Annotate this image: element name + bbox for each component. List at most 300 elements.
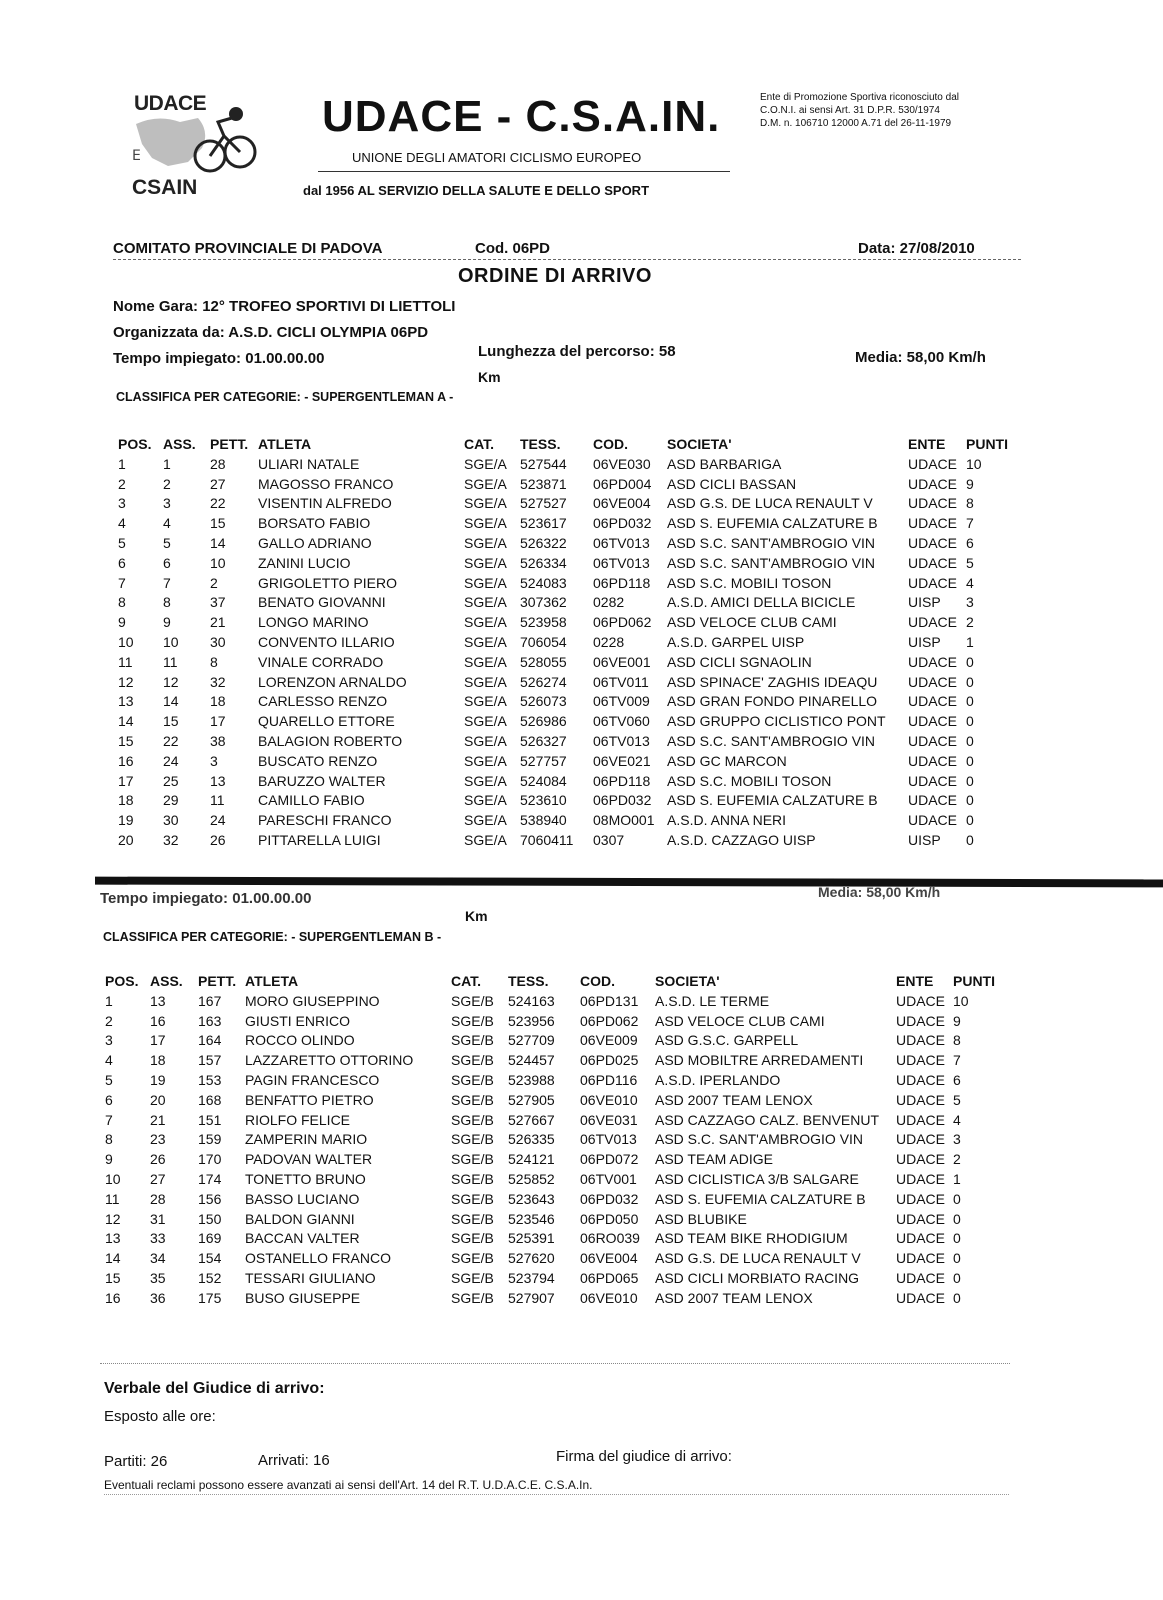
col-pos: 14 [118, 713, 134, 730]
col-tess: 525852 [508, 1170, 555, 1187]
col-atleta: VISENTIN ALFREDO [258, 495, 392, 512]
col-tess: 527757 [520, 752, 567, 769]
col-atleta: BUSCATO RENZO [258, 752, 378, 769]
esposto-label: Esposto alle ore: [104, 1408, 216, 1425]
col-cat: SGE/B [451, 1170, 494, 1187]
table-row [0, 713, 1163, 733]
col-pett-header: PETT. [198, 973, 237, 989]
col-atleta: BACCAN VALTER [245, 1230, 360, 1247]
col-pett: 15 [210, 515, 226, 532]
col-pos-header: POS. [118, 436, 152, 452]
col-societa: A.S.D. CAZZAGO UISP [667, 831, 816, 848]
col-ass: 4 [163, 515, 171, 532]
col-atleta: BARUZZO WALTER [258, 772, 386, 789]
col-pos: 16 [105, 1289, 121, 1306]
col-atleta: GRIGOLETTO PIERO [258, 574, 397, 591]
col-ente: UDACE [908, 495, 958, 512]
logo-text-bottom: CSAIN [132, 176, 198, 199]
col-pett: 2 [210, 574, 218, 591]
col-cat: SGE/A [464, 455, 507, 472]
col-pett: 13 [210, 772, 226, 789]
results-table-a [0, 436, 1163, 852]
col-punti: 2 [953, 1151, 961, 1168]
col-punti: 9 [966, 475, 974, 492]
col-ente: UISP [908, 633, 941, 650]
col-pett: 27 [210, 475, 226, 492]
col-atleta: PAGIN FRANCESCO [245, 1071, 380, 1088]
col-societa: ASD S. EUFEMIA CALZATURE B [667, 792, 878, 809]
col-atleta: LONGO MARINO [258, 614, 369, 631]
col-cod: 06TV001 [580, 1170, 637, 1187]
col-ass: 16 [150, 1012, 166, 1029]
col-punti: 5 [953, 1091, 961, 1108]
col-punti: 4 [966, 574, 974, 591]
col-societa: ASD VELOCE CLUB CAMI [655, 1012, 825, 1029]
col-tess: 527620 [508, 1250, 555, 1267]
table-row [0, 535, 1163, 555]
col-cat: SGE/B [451, 1111, 494, 1128]
col-cod: 06TV013 [593, 732, 650, 749]
col-pos: 20 [118, 831, 134, 848]
col-punti: 6 [966, 534, 974, 551]
col-tess: 526073 [520, 693, 567, 710]
col-societa: ASD SPINACE' ZAGHIS IDEAQU [667, 673, 878, 690]
col-tess: 523643 [508, 1190, 555, 1207]
col-ass: 8 [163, 594, 171, 611]
col-punti: 3 [966, 594, 974, 611]
col-pos: 5 [105, 1071, 113, 1088]
col-cat: SGE/A [464, 554, 507, 571]
col-punti: 0 [953, 1190, 961, 1207]
col-pett: 30 [210, 633, 226, 650]
table-row [0, 575, 1163, 595]
col-punti: 8 [966, 495, 974, 512]
col-ente: UDACE [908, 515, 958, 532]
footer-rule [104, 1494, 1009, 1495]
col-societa: ASD GRUPPO CICLISTICO PONT [667, 713, 886, 730]
col-cod: 0228 [593, 633, 625, 650]
col-ente: UDACE [908, 554, 958, 571]
col-cod: 06TV013 [593, 534, 650, 551]
table-row [0, 1131, 1163, 1151]
table-row [0, 792, 1163, 812]
col-punti-header: PUNTI [953, 973, 995, 989]
col-societa: ASD 2007 TEAM LENOX [655, 1091, 813, 1108]
verbale-label: Verbale del Giudice di arrivo: [104, 1380, 325, 1397]
table-row [0, 456, 1163, 476]
col-societa: A.S.D. LE TERME [655, 992, 770, 1009]
col-pett: 157 [198, 1052, 222, 1069]
results-table-b [0, 973, 1163, 1310]
table-row [0, 753, 1163, 773]
col-cat: SGE/A [464, 515, 507, 532]
col-cod: 06PD116 [580, 1071, 638, 1088]
col-ente: UDACE [896, 992, 946, 1009]
col-societa: ASD CICLI SGNAOLIN [667, 653, 812, 670]
col-ente: UDACE [896, 1091, 946, 1108]
col-cod: 06PD032 [593, 515, 652, 532]
col-ass: 34 [150, 1250, 166, 1267]
col-ente: UDACE [896, 1052, 946, 1069]
col-societa: ASD G.S.C. GARPELL [655, 1032, 799, 1049]
col-atleta: BUSO GIUSEPPE [245, 1289, 361, 1306]
table-row [0, 773, 1163, 793]
col-ass: 5 [163, 534, 171, 551]
col-atleta: BASSO LUCIANO [245, 1190, 360, 1207]
col-ente: UDACE [908, 772, 958, 789]
col-cat: SGE/B [451, 1289, 494, 1306]
col-ente: UISP [908, 831, 941, 848]
col-ente: UDACE [896, 1111, 946, 1128]
col-tess: 526322 [520, 534, 567, 551]
nome-gara: Nome Gara: 12° TROFEO SPORTIVI DI LIETTOLI [113, 298, 456, 315]
col-pett: 24 [210, 812, 226, 829]
col-atleta: BENATO GIOVANNI [258, 594, 386, 611]
col-tess: 523988 [508, 1071, 555, 1088]
arrivati-count: Arrivati: 16 [258, 1452, 330, 1469]
col-cat: SGE/A [464, 475, 507, 492]
col-pos: 7 [118, 574, 126, 591]
col-cod: 06VE031 [580, 1111, 638, 1128]
col-tess-header: TESS. [520, 436, 561, 452]
col-tess: 526327 [520, 732, 567, 749]
col-tess: 524457 [508, 1052, 555, 1069]
table-row [0, 1270, 1163, 1290]
col-pett: 164 [198, 1032, 222, 1049]
col-cat: SGE/A [464, 772, 507, 789]
col-cat: SGE/B [451, 992, 494, 1009]
table-row [0, 654, 1163, 674]
col-cod-header: COD. [580, 973, 615, 989]
col-punti: 0 [966, 772, 974, 789]
col-pos: 11 [118, 653, 133, 670]
col-punti: 0 [966, 713, 974, 730]
col-cat: SGE/A [464, 713, 507, 730]
col-societa: ASD VELOCE CLUB CAMI [667, 614, 837, 631]
col-cod: 06PD065 [580, 1269, 639, 1286]
col-punti: 3 [953, 1131, 961, 1148]
col-ente: UDACE [896, 1071, 946, 1088]
col-tess: 307362 [520, 594, 567, 611]
col-punti: 0 [966, 752, 974, 769]
page-title: ORDINE DI ARRIVO [458, 265, 652, 287]
table-row [0, 1092, 1163, 1112]
col-pett: 153 [198, 1071, 222, 1088]
table-row [0, 733, 1163, 753]
col-punti: 0 [953, 1230, 961, 1247]
col-pett: 159 [198, 1131, 222, 1148]
col-ass: 13 [150, 992, 166, 1009]
col-punti: 6 [953, 1071, 961, 1088]
col-cod: 06TV013 [580, 1131, 637, 1148]
col-pos: 9 [118, 614, 126, 631]
col-pos-header: POS. [105, 973, 139, 989]
col-cod: 06VE001 [593, 653, 651, 670]
col-punti: 0 [966, 792, 974, 809]
reclami-note: Eventuali reclami possono essere avanzati ai sensi dell'Art. 14 del R.T. U.D.A.C.E. C.S.A.In. [104, 1478, 593, 1492]
col-pett: 18 [210, 693, 226, 710]
col-pett: 21 [210, 614, 226, 631]
col-tess: 7060411 [520, 831, 574, 848]
col-atleta: ULIARI NATALE [258, 455, 360, 472]
col-pett: 163 [198, 1012, 222, 1029]
col-societa: ASD CICLI MORBIATO RACING [655, 1269, 860, 1286]
col-pett: 3 [210, 752, 218, 769]
col-ente: UISP [908, 594, 941, 611]
col-pos: 14 [105, 1250, 121, 1267]
table-header [0, 436, 1163, 456]
col-ente: UDACE [908, 693, 958, 710]
col-ente: UDACE [896, 1269, 946, 1286]
col-cat: SGE/A [464, 693, 507, 710]
col-pos: 3 [105, 1032, 113, 1049]
col-pett: 170 [198, 1151, 222, 1168]
col-societa-header: SOCIETA' [655, 973, 720, 989]
col-societa: ASD MOBILTRE ARREDAMENTI [655, 1052, 864, 1069]
col-punti: 0 [966, 673, 974, 690]
col-atleta: CAMILLO FABIO [258, 792, 365, 809]
col-punti: 0 [966, 831, 974, 848]
table-row [0, 993, 1163, 1013]
col-cat: SGE/B [451, 1071, 494, 1088]
organizzata-da: Organizzata da: A.S.D. CICLI OLYMPIA 06PD [113, 324, 429, 341]
col-pett: 17 [210, 713, 226, 730]
col-atleta: BALDON GIANNI [245, 1210, 355, 1227]
table-row [0, 1072, 1163, 1092]
table-row [0, 515, 1163, 535]
col-ass: 15 [163, 713, 179, 730]
table-row [0, 674, 1163, 694]
col-ass: 27 [150, 1170, 166, 1187]
col-cod: 06PD062 [593, 614, 652, 631]
brand-divider [318, 171, 730, 172]
col-atleta-header: ATLETA [258, 436, 312, 452]
col-societa: ASD TEAM ADIGE [655, 1151, 773, 1168]
col-punti: 0 [953, 1250, 961, 1267]
col-punti: 1 [953, 1170, 961, 1187]
col-ente: UDACE [908, 812, 958, 829]
col-punti: 7 [953, 1052, 961, 1069]
col-atleta: TESSARI GIULIANO [245, 1269, 376, 1286]
col-pos: 10 [118, 633, 134, 650]
col-pett: 151 [198, 1111, 222, 1128]
logo-text-top: UDACE [134, 92, 207, 115]
col-cat: SGE/A [464, 495, 507, 512]
table-row [0, 1171, 1163, 1191]
col-cod: 06TV011 [593, 673, 649, 690]
col-punti: 10 [953, 992, 969, 1009]
col-tess: 526334 [520, 554, 567, 571]
lunghezza-percorso: Lunghezza del percorso: 58 [478, 343, 676, 360]
section-a-title: CLASSIFICA PER CATEGORIE: - SUPERGENTLEMAN A - [116, 390, 454, 404]
col-societa: A.S.D. GARPEL UISP [667, 633, 805, 650]
col-tess: 523958 [520, 614, 567, 631]
col-pos: 1 [118, 455, 126, 472]
col-cat-header: CAT. [451, 973, 482, 989]
col-pos: 11 [105, 1190, 120, 1207]
col-cod: 06PD062 [580, 1012, 639, 1029]
col-cod: 06RO039 [580, 1230, 640, 1247]
col-tess: 527709 [508, 1032, 555, 1049]
col-cat: SGE/A [464, 732, 507, 749]
col-ass: 28 [150, 1190, 166, 1207]
col-cat: SGE/A [464, 752, 507, 769]
tempo-impiegato: Tempo impiegato: 01.00.00.00 [113, 350, 325, 367]
col-pos: 15 [118, 732, 134, 749]
col-societa: ASD BLUBIKE [655, 1210, 747, 1227]
partiti-count: Partiti: 26 [104, 1453, 168, 1470]
footer-divider [100, 1363, 1010, 1364]
col-cat: SGE/B [451, 1131, 494, 1148]
col-tess: 706054 [520, 633, 567, 650]
col-cat: SGE/B [451, 1210, 494, 1227]
col-societa: ASD S.C. SANT'AMBROGIO VIN [667, 554, 876, 571]
col-cat-header: CAT. [464, 436, 495, 452]
col-cat: SGE/B [451, 1250, 494, 1267]
col-cat: SGE/A [464, 831, 507, 848]
col-pos: 5 [118, 534, 126, 551]
col-cod: 06PD118 [593, 574, 651, 591]
col-punti: 0 [953, 1269, 961, 1286]
col-cod: 06PD032 [580, 1190, 639, 1207]
col-ass: 30 [163, 812, 179, 829]
header-divider [113, 259, 1021, 260]
col-cod: 06VE030 [593, 455, 651, 472]
col-ass: 35 [150, 1269, 166, 1286]
col-ente-header: ENTE [908, 436, 946, 452]
table-row [0, 832, 1163, 852]
col-punti: 0 [953, 1210, 961, 1227]
col-ente-header: ENTE [896, 973, 934, 989]
col-societa: ASD CICLISTICA 3/B SALGARE [655, 1170, 859, 1187]
col-punti: 0 [966, 812, 974, 829]
col-ente: UDACE [896, 1250, 946, 1267]
col-societa: ASD S.C. SANT'AMBROGIO VIN [667, 732, 876, 749]
col-cod: 06PD072 [580, 1151, 639, 1168]
col-tess: 527667 [508, 1111, 555, 1128]
col-atleta: ZAMPERIN MARIO [245, 1131, 368, 1148]
col-societa: ASD S.C. MOBILI TOSON [667, 574, 832, 591]
col-ente: UDACE [896, 1012, 946, 1029]
col-punti: 8 [953, 1032, 961, 1049]
col-ente: UDACE [908, 713, 958, 730]
col-societa: ASD CAZZAGO CALZ. BENVENUT [655, 1111, 880, 1128]
col-tess: 526274 [520, 673, 567, 690]
col-pett: 37 [210, 594, 226, 611]
col-ass: 25 [163, 772, 179, 789]
col-tess: 523956 [508, 1012, 555, 1029]
col-pett: 168 [198, 1091, 222, 1108]
col-cat: SGE/A [464, 534, 507, 551]
table-row [0, 1112, 1163, 1132]
table-row [0, 1151, 1163, 1171]
col-societa: A.S.D. AMICI DELLA BICICLE [667, 594, 856, 611]
col-ass: 2 [163, 475, 171, 492]
col-pos: 10 [105, 1170, 121, 1187]
col-ente: UDACE [908, 792, 958, 809]
table-row [0, 555, 1163, 575]
col-pos: 18 [118, 792, 134, 809]
col-pos: 7 [105, 1111, 113, 1128]
brand-motto: dal 1956 AL SERVIZIO DELLA SALUTE E DELLO SPORT [303, 183, 650, 198]
col-pett: 169 [198, 1230, 222, 1247]
col-atleta: BORSATO FABIO [258, 515, 371, 532]
col-atleta: ROCCO OLINDO [245, 1032, 355, 1049]
col-cod: 0282 [593, 594, 625, 611]
col-societa: ASD 2007 TEAM LENOX [655, 1289, 813, 1306]
brand-subtitle: UNIONE DEGLI AMATORI CICLISMO EUROPEO [352, 150, 642, 165]
svg-text:E: E [132, 148, 141, 164]
col-pett: 26 [210, 831, 226, 848]
col-atleta: ZANINI LUCIO [258, 554, 351, 571]
col-punti: 0 [966, 653, 974, 670]
col-cat: SGE/A [464, 633, 507, 650]
col-ass: 12 [163, 673, 179, 690]
col-ass: 36 [150, 1289, 166, 1306]
col-cod: 06PD025 [580, 1052, 639, 1069]
col-ass: 31 [150, 1210, 166, 1227]
col-atleta: GIUSTI ENRICO [245, 1012, 351, 1029]
col-pett: 22 [210, 495, 226, 512]
col-ente: UDACE [896, 1210, 946, 1227]
col-tess-header: TESS. [508, 973, 549, 989]
col-tess: 524121 [508, 1151, 555, 1168]
col-atleta: PITTARELLA LUIGI [258, 831, 381, 848]
col-cat: SGE/B [451, 1012, 494, 1029]
col-ass: 20 [150, 1091, 166, 1108]
col-pos: 4 [105, 1052, 113, 1069]
col-cat: SGE/A [464, 614, 507, 631]
table-row [0, 693, 1163, 713]
col-tess: 527905 [508, 1091, 555, 1108]
col-ass: 3 [163, 495, 171, 512]
col-atleta-header: ATLETA [245, 973, 299, 989]
col-atleta: TONETTO BRUNO [245, 1170, 366, 1187]
col-pett: 10 [210, 554, 226, 571]
col-societa: ASD G.S. DE LUCA RENAULT V [667, 495, 873, 512]
col-punti: 0 [953, 1289, 961, 1306]
col-ente: UDACE [908, 475, 958, 492]
table-row [0, 476, 1163, 496]
col-atleta: VINALE CORRADO [258, 653, 384, 670]
col-punti: 9 [953, 1012, 961, 1029]
table-row [0, 495, 1163, 515]
col-ass-header: ASS. [163, 436, 196, 452]
col-atleta: LORENZON ARNALDO [258, 673, 407, 690]
col-tess: 523546 [508, 1210, 555, 1227]
col-atleta: RIOLFO FELICE [245, 1111, 351, 1128]
cut-km: Km [465, 908, 488, 924]
col-ente: UDACE [908, 673, 958, 690]
table-row [0, 1013, 1163, 1033]
col-cod: 06PD118 [593, 772, 651, 789]
col-cat: SGE/A [464, 574, 507, 591]
col-tess: 538940 [520, 812, 567, 829]
col-ente: UDACE [896, 1190, 946, 1207]
col-punti: 10 [966, 455, 982, 472]
col-ente: UDACE [908, 752, 958, 769]
col-societa: ASD BARBARIGA [667, 455, 782, 472]
col-punti: 5 [966, 554, 974, 571]
col-cod: 06TV013 [593, 554, 650, 571]
col-punti: 0 [966, 693, 974, 710]
col-atleta: OSTANELLO FRANCO [245, 1250, 391, 1267]
col-ente: UDACE [896, 1230, 946, 1247]
table-row [0, 812, 1163, 832]
col-atleta: CARLESSO RENZO [258, 693, 388, 710]
col-pett: 174 [198, 1170, 222, 1187]
col-tess: 526986 [520, 713, 567, 730]
